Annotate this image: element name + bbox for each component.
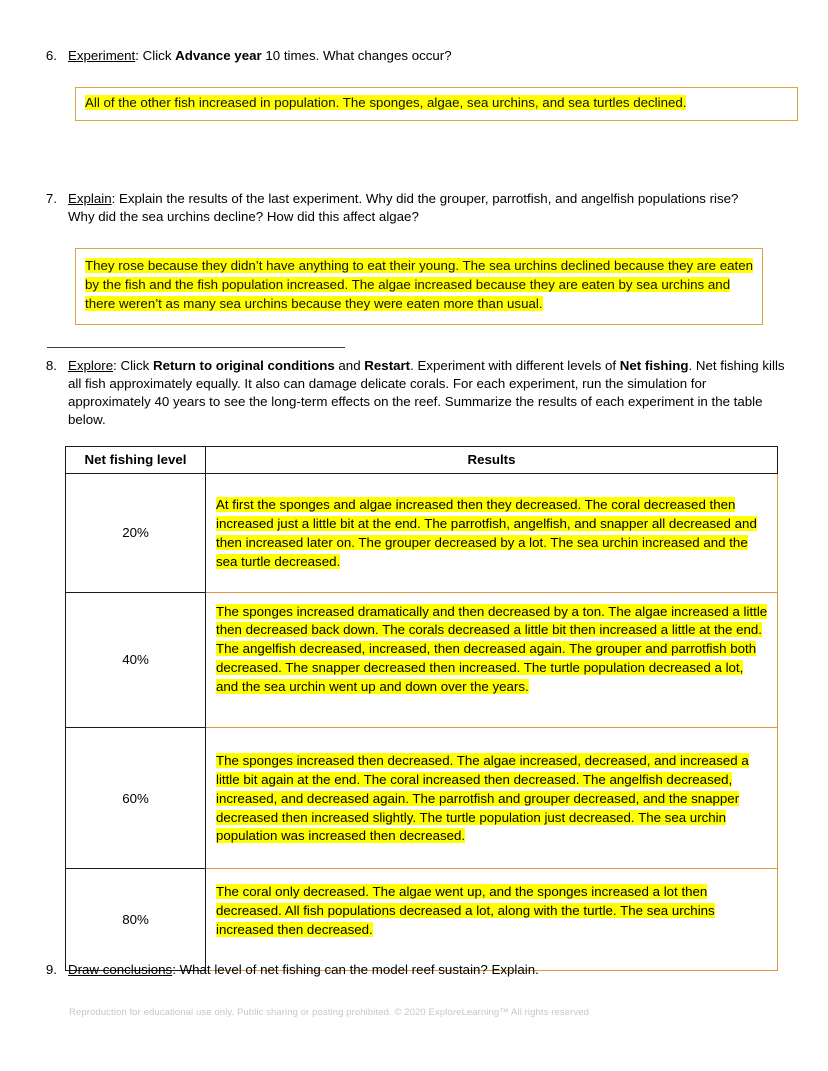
question-6-number: 6. <box>45 48 57 63</box>
question-7-number: 7. <box>45 191 57 206</box>
question-8-seg2: and <box>334 358 365 373</box>
result-text: At first the sponges and algae increased then they decreased. The coral decreased then increased just a little bit at the end. The parrotfish, angelfish, and snapper all decreased and then increased later on. The grouper decreased by a lot. The sea urchin increased and the sea turtle decreased. <box>216 497 757 569</box>
table-header-row <box>66 447 778 474</box>
question-6 <box>40 47 790 65</box>
question-8-text <box>68 357 790 429</box>
question-6-prompt-part1: : Click <box>135 48 176 63</box>
question-7 <box>40 190 760 226</box>
question-8-seg1: : Click <box>113 358 153 373</box>
question-9-text <box>68 961 790 979</box>
question-8-bold-return-to-original-conditions: Return to original conditions <box>153 358 335 373</box>
result-text: The sponges increased dramatically and then decreased by a ton. The algae increased a little then decreased back down. The corals decreased a little bit then increased a little at the end. The angelfish decreased, increased, then decreased again. The grouper and parrotfish both decreased. The snapper decreased then increased. The turtle population decreased a lot, and the sea urchin went up and down over the years. <box>216 603 768 694</box>
column-header-net-fishing-level: Net fishing level <box>66 447 206 474</box>
table-row <box>66 474 778 593</box>
cell-results[interactable] <box>206 474 778 593</box>
table-row <box>66 592 778 727</box>
question-9-number: 9. <box>45 962 57 977</box>
column-header-results: Results <box>206 447 778 474</box>
cell-net-fishing-level: 20% <box>66 474 206 593</box>
question-7-prompt: : Explain the results of the last experiment. Why did the grouper, parrotfish, and angelfish populations rise? Why did the sea urchins decline? How did this affect algae? <box>68 191 739 225</box>
question-8-bold-net-fishing: Net fishing <box>619 358 689 373</box>
question-8-bold-restart: Restart <box>364 358 411 373</box>
question-8-label: Explore <box>68 358 114 373</box>
cell-net-fishing-level: 80% <box>66 869 206 971</box>
question-9 <box>40 961 790 979</box>
answer-box-question-6[interactable] <box>75 87 798 121</box>
section-divider-rule <box>47 347 345 348</box>
question-6-text <box>68 47 790 65</box>
question-7-text <box>68 190 760 226</box>
question-8 <box>40 357 790 429</box>
question-8-number: 8. <box>45 358 57 373</box>
copyright-footer: Reproduction for educational use only. Public sharing or posting prohibited. © 2020 ExploreLearning™ All rights reserved <box>69 1007 589 1018</box>
question-6-bold-advance-year: Advance year <box>175 48 262 63</box>
table-row <box>66 869 778 971</box>
question-8-seg4: . Net fishing kills all fish approximately equally. It also can damage delicate corals. For each experiment, run the simulation for approximately 40 years to see the long-term effects on the reef. Summarize the results of each experiment in the table below. <box>68 358 785 428</box>
question-8-seg3: . Experiment with different levels of <box>410 358 620 373</box>
table-row <box>66 727 778 868</box>
cell-net-fishing-level: 60% <box>66 727 206 868</box>
question-9-prompt: : What level of net fishing can the model reef sustain? Explain. <box>172 962 539 977</box>
answer-6-text: All of the other fish increased in population. The sponges, algae, sea urchins, and sea turtles declined. <box>85 95 687 110</box>
result-text: The sponges increased then decreased. The algae increased, decreased, and increased a little bit again at the end. The coral increased then decreased. The angelfish decreased, increased, and decreased again. The parrotfish and grouper decreased, and the snapper decreased then increased slightly. The turtle population just decreased. The sea urchin population was increased then decreased. <box>216 752 749 844</box>
cell-net-fishing-level: 40% <box>66 592 206 727</box>
results-table <box>65 446 778 971</box>
question-9-label: Draw conclusions <box>68 962 173 977</box>
cell-results[interactable] <box>206 869 778 971</box>
question-6-prompt-part2: 10 times. What changes occur? <box>261 48 452 63</box>
cell-results[interactable] <box>206 727 778 868</box>
result-text: The coral only decreased. The algae went up, and the sponges increased a lot then decreased. All fish populations decreased a lot, along with the turtle. The sea urchins increased then decreased. <box>216 884 715 937</box>
answer-box-question-7[interactable] <box>75 248 763 325</box>
results-table-container <box>65 446 778 971</box>
answer-7-text: They rose because they didn’t have anything to eat their young. The sea urchins declined because they are eaten by the fish and the fish population increased. The algae increased because they are eaten by sea urchins and there weren’t as many sea urchins because they were eaten more than usual. <box>85 258 753 311</box>
question-7-label: Explain <box>68 191 112 206</box>
question-6-label: Experiment <box>68 48 136 63</box>
cell-results[interactable] <box>206 592 778 727</box>
